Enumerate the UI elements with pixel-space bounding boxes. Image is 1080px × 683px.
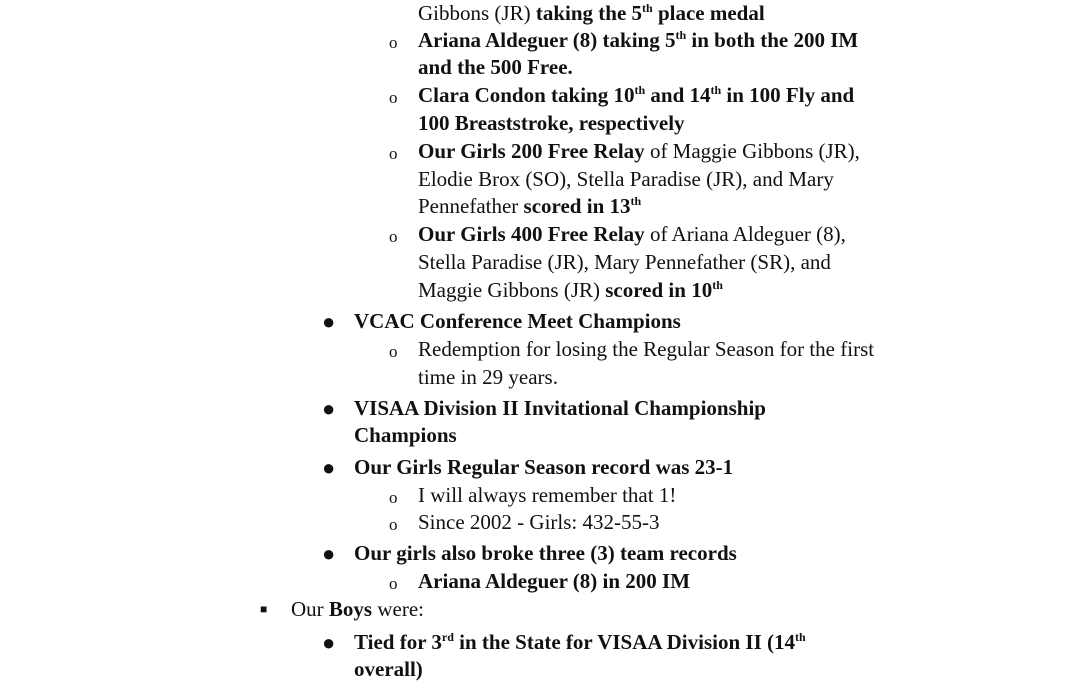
text: Elodie Brox (SO), Stella Paradise (JR), and Mary xyxy=(418,167,834,191)
bold-text: and the 500 Free. xyxy=(418,55,573,79)
bold-text: Our Girls 400 Free Relay xyxy=(418,222,645,246)
list-item-line xyxy=(354,422,457,449)
bold-text: place medal xyxy=(652,1,765,25)
bold-text: Tied for 3 xyxy=(354,630,442,654)
disc-bullet-icon: ● xyxy=(322,396,336,421)
disc-bullet-icon: ● xyxy=(322,541,336,566)
circle-bullet-icon: o xyxy=(389,574,398,593)
bold-text: VISAA Division II Invitational Championship xyxy=(354,396,766,420)
bold-text: VCAC Conference Meet Champions xyxy=(354,309,681,333)
superscript: th xyxy=(642,1,653,15)
bold-text: overall) xyxy=(354,657,423,681)
list-item-line xyxy=(418,249,831,276)
circle-bullet-icon: o xyxy=(389,144,398,163)
list-item-line xyxy=(354,656,423,683)
list-item-line xyxy=(418,0,765,27)
list-item-line xyxy=(418,54,573,81)
text: of Ariana Aldeguer (8), xyxy=(644,222,846,246)
text: of Maggie Gibbons (JR), xyxy=(644,139,860,163)
bold-text: Our Girls Regular Season record was 23-1 xyxy=(354,455,734,479)
superscript: th xyxy=(675,28,687,42)
disc-bullet-icon: ● xyxy=(322,630,336,655)
text: Since 2002 - Girls: 432-55-3 xyxy=(418,510,660,534)
bold-text: Our girls also broke three (3) team records xyxy=(354,541,737,565)
circle-bullet-icon: o xyxy=(389,227,398,246)
text: Redemption for losing the Regular Season for the first xyxy=(418,337,875,361)
bold-text: in the State for VISAA Division II (14 xyxy=(453,630,796,654)
bold-text: Our Girls 200 Free Relay xyxy=(418,139,645,163)
text: time in 29 years. xyxy=(418,365,558,389)
superscript: th xyxy=(634,83,646,97)
list-item xyxy=(418,482,676,509)
circle-bullet-icon: o xyxy=(389,488,398,507)
list-item xyxy=(354,540,737,567)
list-item xyxy=(354,308,681,335)
list-item xyxy=(418,336,874,363)
text: Stella Paradise (JR), Mary Pennefather (SR), and xyxy=(418,250,831,274)
text: Pennefather xyxy=(418,194,524,218)
superscript: th xyxy=(712,278,723,292)
superscript: th xyxy=(710,83,722,97)
superscript: th xyxy=(630,194,642,208)
bold-text: Champions xyxy=(354,423,457,447)
text: I will always remember that 1! xyxy=(418,483,677,507)
circle-bullet-icon: o xyxy=(389,88,398,107)
superscript: rd xyxy=(441,630,454,644)
list-item xyxy=(418,221,846,248)
bold-text: taking the 5 xyxy=(530,1,643,25)
list-item xyxy=(418,509,659,536)
list-item xyxy=(418,138,860,165)
circle-bullet-icon: o xyxy=(389,515,398,534)
bold-text: scored in 13 xyxy=(523,194,631,218)
bold-text: Ariana Aldeguer (8) in 200 IM xyxy=(418,569,691,593)
bold-text: Ariana Aldeguer (8) taking 5 xyxy=(418,28,676,52)
list-item xyxy=(418,82,854,109)
bold-text: Clara Condon taking 10 xyxy=(418,83,635,107)
circle-bullet-icon: o xyxy=(389,33,398,52)
disc-bullet-icon: ● xyxy=(322,455,336,480)
list-item xyxy=(354,395,766,422)
bold-text: 100 Breaststroke, respectively xyxy=(418,111,685,135)
superscript: th xyxy=(795,630,806,644)
list-item xyxy=(354,454,733,481)
text: were: xyxy=(372,597,424,621)
list-item-line xyxy=(418,193,641,220)
list-item xyxy=(291,596,424,623)
bold-text: in both the 200 IM xyxy=(686,28,859,52)
list-item-line xyxy=(418,277,723,304)
list-item-line xyxy=(418,110,685,137)
list-item-line xyxy=(418,166,834,193)
text: Our xyxy=(291,597,329,621)
disc-bullet-icon: ● xyxy=(322,309,336,334)
list-item xyxy=(418,568,690,595)
list-item-line xyxy=(418,364,558,391)
square-bullet-icon: ■ xyxy=(260,602,268,616)
text: Gibbons (JR) xyxy=(418,1,531,25)
bold-text: Boys xyxy=(328,597,373,621)
text: Maggie Gibbons (JR) xyxy=(418,278,606,302)
list-item xyxy=(418,27,858,54)
bold-text: in 100 Fly and xyxy=(721,83,855,107)
list-item xyxy=(354,629,806,656)
bold-text: and 14 xyxy=(645,83,711,107)
bold-text: scored in 10 xyxy=(605,278,713,302)
circle-bullet-icon: o xyxy=(389,342,398,361)
